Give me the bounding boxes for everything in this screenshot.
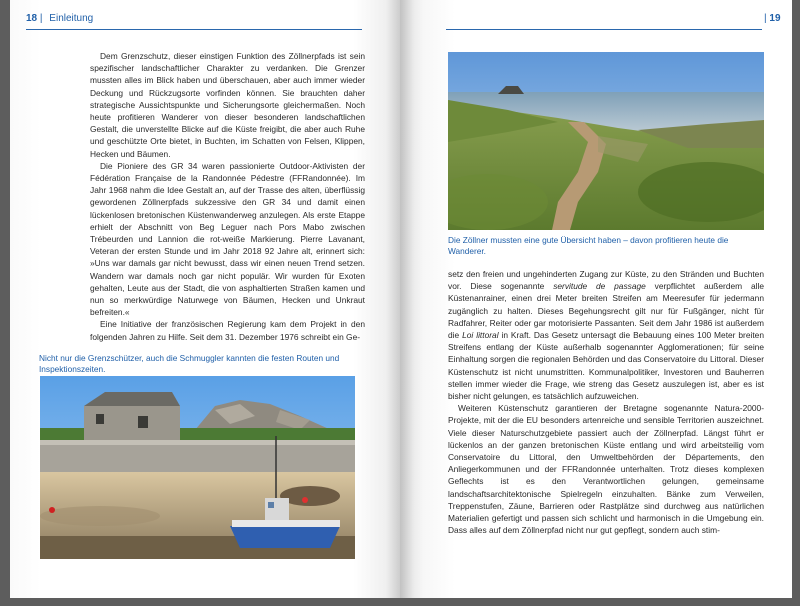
right-page [400, 0, 792, 598]
left-page-header [26, 13, 93, 24]
left-header-rule [26, 29, 362, 30]
coastal-path-photo [448, 52, 764, 230]
p1-before: setz den freien und ungehinderten Zugang zur Küste, zu den Stränden und Buchten vor. Diese sogenannte [448, 269, 764, 292]
p1-mid: verpflichtet außerdem alle Küstenanrainer, einen drei Meter breiten Streifen am Meeresufer für jedermann zugänglich zu halten. Dieses Begehungsrecht gilt nur für Fußgänger, nicht für Radfahrer, Reiter oder gar motorisierte Passanten. Seit dem Jahr 1986 ist außerdem die [448, 281, 765, 341]
p1-after: in Kraft. Das Gesetz untersagt die Bebauung eines 100 Meter breiten Streifens entlang der Küste außerhalb sogenannter Agglomerationen; für seine Einhaltung sorgen die regionalen Behörden und das Conservatoire du Littoral. Dieser Küstenschutz ist nicht unumstritten. Kommunalpolitiker, Investoren und Bauherren stellen immer wieder die Frage, wie streng das Gesetz auszulegen ist, aber es ist bisher nicht gelungen, es tatsächlich aufzuweichen. [448, 330, 764, 402]
left-paragraph-1: Dem Grenzschutz, dieser einstigen Funktion des Zöllnerpfads ist sein spezifischer landschaftlicher Charakter zu verdanken. Die Grenzer mussten alles im Blick haben und überschauen, aber auch immer wieder Deckung und Rückzugsorte vorfinden können. Sie brauchten daher strategische Aussichtspunkte und Sicherungsorte gleichermaßen. Noch heute profitieren Wanderer von dieser besonderen landschaftlichen Gestalt, die unverstellte Blicke auf die Küste freigibt, die aber auch Ruhe und geschützte Orte bietet, in Buchten, im Schatten von Felsen, Klippen, Hecken und Bäumen. [90, 51, 365, 159]
right-header-separator: | [764, 13, 767, 24]
p1-term-loi-littoral: Loi littoral [462, 330, 499, 341]
left-photo-caption: Nicht nur die Grenzschützer, auch die Schmuggler kannten die festen Routen und Inspektionszeiten. [39, 353, 340, 374]
left-paragraph-3: Eine Initiative der französischen Regierung kam dem Projekt in den folgenden Jahren zu Hilfe. Seit dem 31. Dezember 1976 schreibt ein Ge- [90, 319, 365, 342]
right-header-rule [446, 29, 762, 30]
right-paragraph-1 [448, 268, 764, 402]
right-body-text [448, 268, 764, 536]
left-page-number: 18 [26, 13, 38, 24]
left-body-text [90, 50, 365, 343]
right-photo-caption: Die Zöllner mussten eine gute Übersicht haben – davon profitieren heute die Wanderer. [448, 235, 729, 256]
section-title: Einleitung [49, 13, 94, 24]
left-page [10, 0, 400, 598]
right-page-header [764, 13, 781, 24]
right-page-number: 19 [769, 13, 781, 24]
p1-term-servitude: servitude de passage [553, 281, 646, 292]
right-paragraph-2: Weiteren Küstenschutz garantieren der Bretagne sogenannte Natura-2000-Projekte, mit der die EU besonders artenreiche und sensible Territorien auszeichnet. Viele dieser Naturschutzgebiete passiert auch der Zöllnerpfad. Längst führt er lückenlos an der ganzen bretonischen Küste entlang und wird arbeitsteilig vom Conservatoire du Littoral, den Umweltbehörden der Départements, den Anliegerkommunen und der FFRandonnée unterhalten. Trotz dieses komplexen Geflechts ist es den Verantwortlichen gelungen, gemeinsame landschaftsarchitektonische Spielregeln einzuhalten. Bänke zum Verweilen, Treppenstufen, Zäune, Barrieren oder Rastplätze sind durchweg aus natürlichen Materialien gefertigt und passen sich schlicht und harmonisch in die Umgebung ein. Dass alles auf dem Zöllnerpfad nicht nur gut gepflegt, sondern auch stim- [448, 403, 764, 536]
left-paragraph-2: Die Pioniere des GR 34 waren passionierte Outdoor-Aktivisten der Fédération Française de la Randonnée Pédestre (FFRandonnée). Im Jahr 1968 nahm die Idee Gestalt an, auf der Trasse des alten, überflüssig gewordenen Zöllnerpfads sukzessive den GR 34 und damit einen lückenlosen bretonischen Küstenwanderweg anzulegen. Als erste Etappe erhielt der Abschnitt von Beg Leguer nach Pors Mabo zwischen Trébeurden und Lannion die rot-weiße Markierung. Pierre Lavanant, Veteran der ersten Stunde und im Jahr 2018 92 Jahre alt, erinnert sich: »Uns war damals gar nicht bewusst, dass wir einen neuen Trend setzen. Wandern war damals noch gar nicht populär. Wir wurden für Exoten gehalten, Leute aus der Stadt, die von asphaltierten Straßen kamen und nun so merkwürdige Naturwege von Bäumen, Hecken und Unkraut befreiten.« [90, 160, 365, 318]
left-header-separator: | [39, 13, 43, 24]
harbor-photo [40, 376, 355, 559]
